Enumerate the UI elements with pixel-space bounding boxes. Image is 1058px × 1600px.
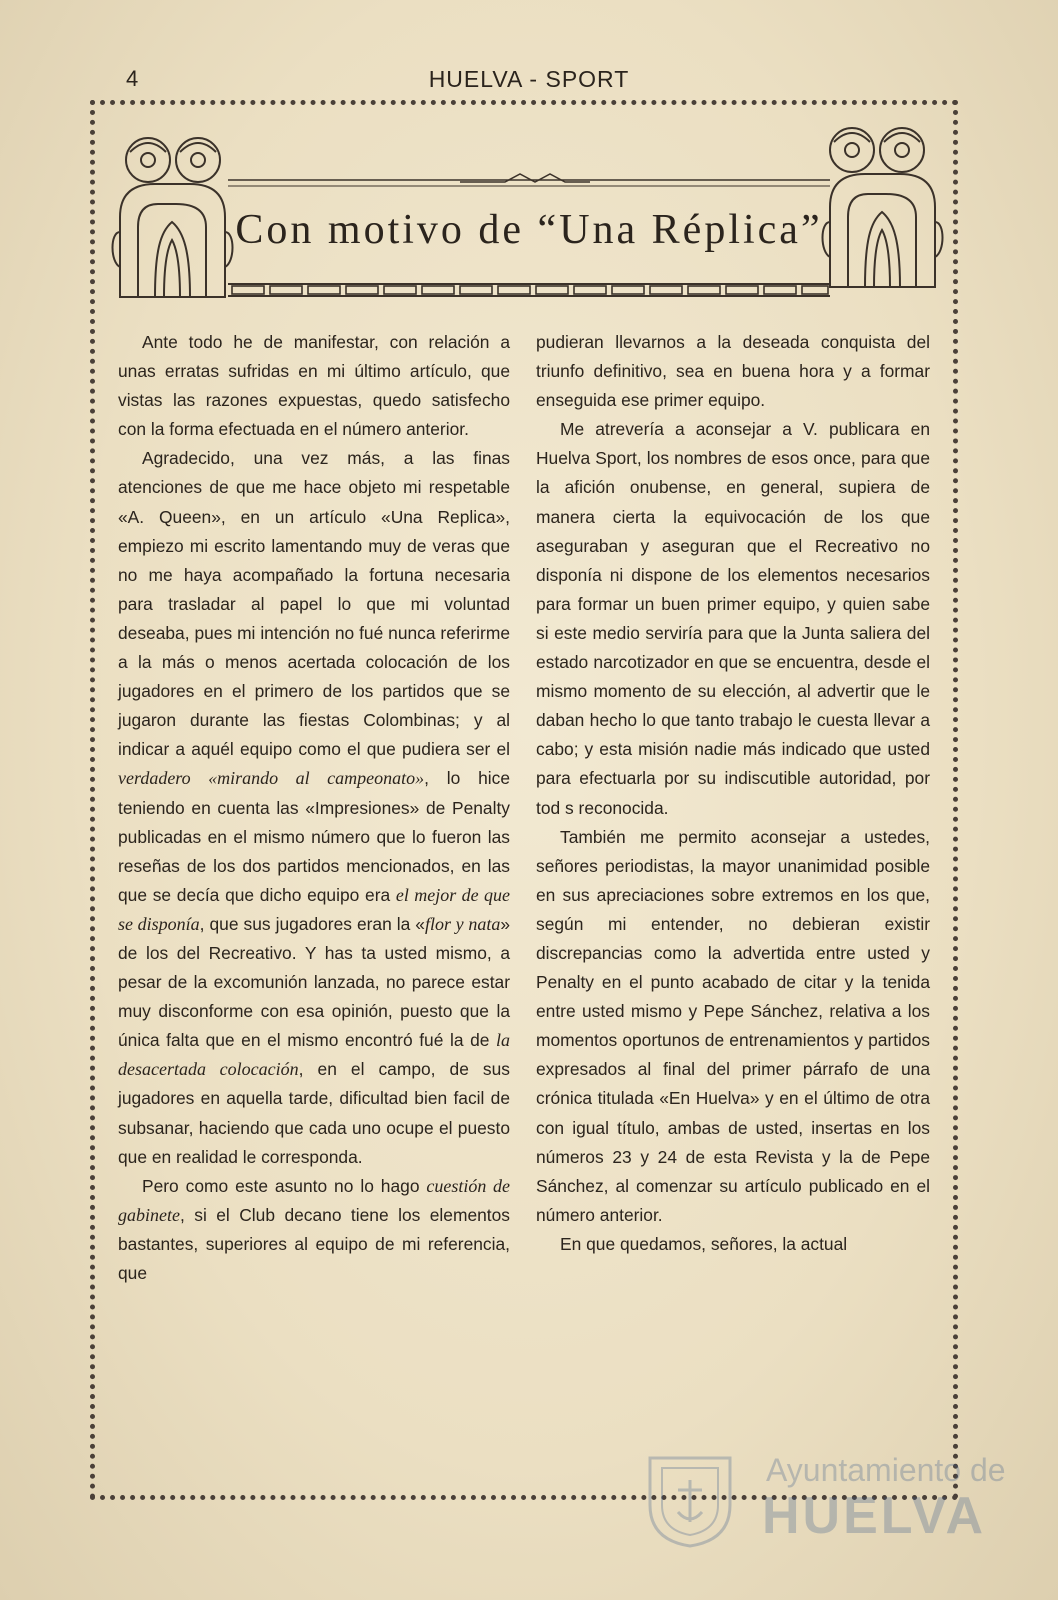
page-number: 4 (126, 66, 139, 91)
article-title: Con motivo de “Una Réplica” (235, 207, 823, 253)
watermark-line-2: HUELVA (762, 1487, 987, 1545)
italic-phrase: la desacertada colocación (118, 1030, 510, 1080)
paragraph: Pero como este asunto no lo hago cuestión de gabinete, si el Club decano tiene los elementos bastantes, superiores al equipo de mi referencia, que (118, 1175, 510, 1283)
italic-phrase: flor y nata (424, 913, 501, 934)
italic-phrase: verdadero «mirando al campeonato» (118, 768, 425, 789)
paragraph: Me atrevería a aconsejar a V. publicara en Huelva Sport, los nombres de esos once, para que la afición onubense, en general, supiera de manera cierta la equivocación de los que aseguraban y aseguran que el Recreativo no disponía ni dispone de los elementos necesarios para formar un buen primer equipo, y quien sabe si este medio serviría para que la Junta saliera del estado narcotizador en que se encuentra, desde el mismo momento de su elección, al advertir que le daban hecho lo que tanto trabajo le cuesta llevar a cabo; y esta misión nadie más indicado que usted para efectuarla por su indiscutible autoridad, por tod s reconocida. (536, 419, 930, 818)
archive-watermark (640, 1446, 1006, 1554)
paragraph: En que quedamos, señores, la actual (560, 1233, 848, 1254)
paragraph: pudieran llevarnos a la deseada conquista del triunfo definitivo, sea en buena hora y a formar enseguida ese primer equipo. (536, 332, 930, 411)
paragraph: Ante todo he de manifestar, con relación a unas erratas sufridas en mi último artículo, que vistas las razones expuestas, quedo satisfecho con la forma efectuada en el número anterior. (118, 332, 510, 440)
paragraph: También me permito aconsejar a ustedes, señores periodistas, la mayor unanimidad posible en sus apreciaciones sobre extremos en los que, según mi entender, no debieran existir discrepancias como la advertida entre usted y Penalty en el punto acabado de citar y la tenida entre usted mismo y Pepe Sánchez, relativa a los momentos oportunos de entrenamientos y partidos expresados al final del primer párrafo de una crónica titulada «En Huelva» y en el último de otra con igual título, ambas de usted, insertas en los números 23 y 24 de esta Revista y la de Pepe Sánchez, al comenzar su artículo publicado en el número anterior. (536, 826, 930, 1225)
paragraph: Agradecido, una vez más, a las finas atenciones de que me hace objeto mi respetable «A. Queen», en un artículo «Una Replica», empiezo mi escrito lamentando muy de veras que no me haya acompañado la fortuna necesaria para trasladar al papel lo que mi voluntad deseaba, pues mi intención no fué nunca referirme a la más o menos acertada colocación de los jugadores en el primero de los partidos que se jugaron durante las fiestas Colombinas; y al indicar a aquél equipo como el que pudiera ser el verdadero «mirando al campeonato», lo hice teniendo en cuenta las «Impresiones» de Penalty publicadas en el mismo número que lo fueron las reseñas de los dos partidos mencionados, en las que se decía que dicho equipo era el mejor de que se disponía, que sus jugadores eran la «flor y nata» de los del Recreativo. Y has ta usted mismo, a pesar de la excomunión lanzada, no parece estar muy disconforme con esa opinión, puesto que la única falta que en el mismo encontró fué la de la desacertada colocación, en el campo, de sus jugadores en aquella tarde, dificultad bien facil de subsanar, haciendo que cada uno ocupe el puesto que en realidad le corresponda. (118, 448, 510, 1167)
brick-pattern-rule (232, 286, 828, 294)
italic-phrase: el mejor de que se disponía (118, 884, 510, 934)
italic-phrase: cuestión de gabinete (118, 1175, 510, 1225)
running-title: HUELVA - SPORT (428, 66, 630, 92)
text-column-right (536, 328, 930, 1259)
watermark-line-1: Ayuntamiento de (766, 1452, 1006, 1488)
text-column-left (118, 328, 510, 1288)
city-seal-icon (640, 1450, 740, 1550)
